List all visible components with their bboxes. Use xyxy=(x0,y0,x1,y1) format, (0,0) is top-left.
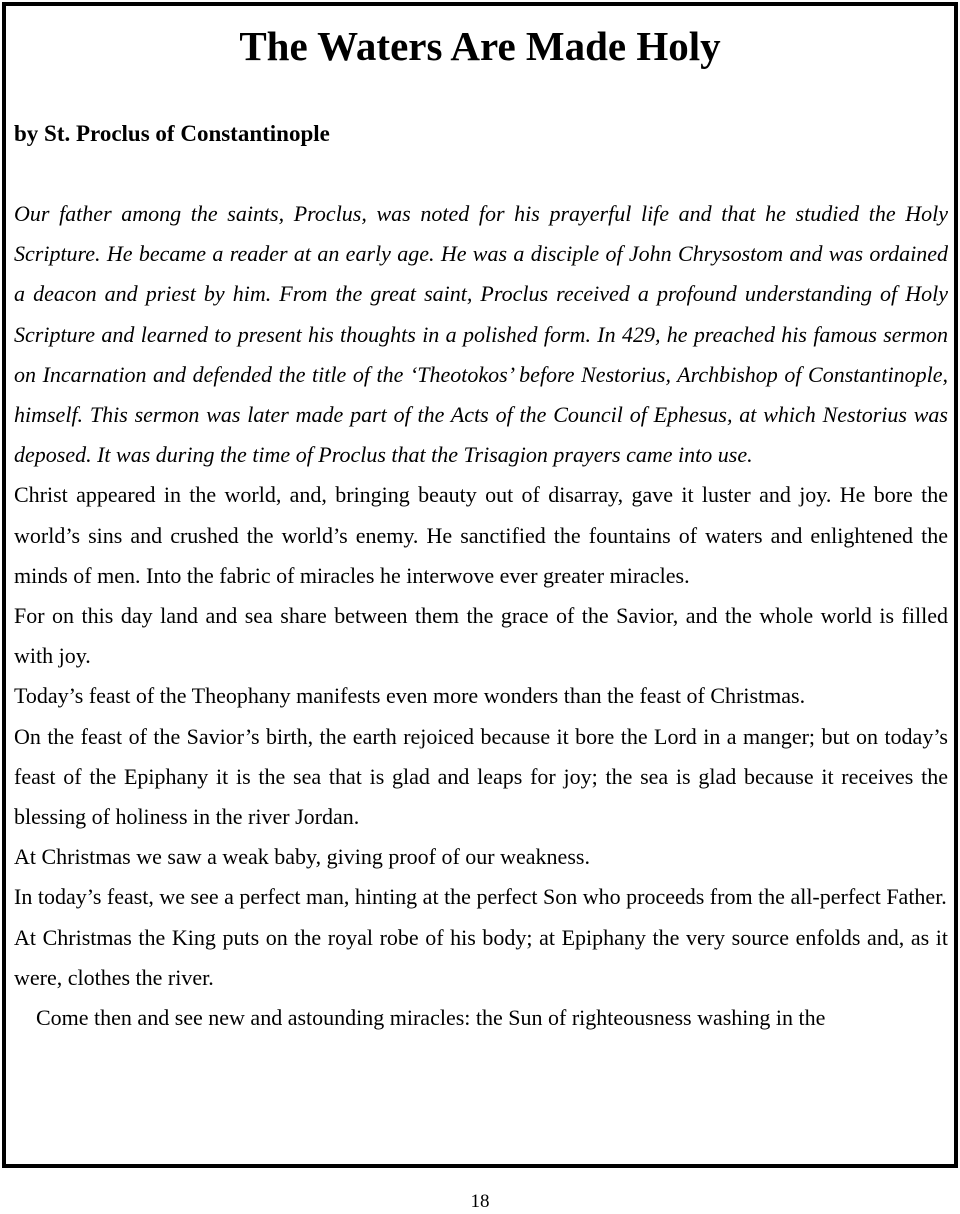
intro-paragraph: Our father among the saints, Proclus, was noted for his prayerful life and that he studied the Holy Scripture. He became a reader at an early age. He was a disciple of John Chrysostom and was ordained a deacon and priest by him. From the great saint, Proclus received a profound understanding of Holy Scripture and learned to present his thoughts in a polished form. In 429, he preached his famous sermon on Incarnation and defended the title of the ‘Theotokos’ before Nestorius, Archbishop of Constantinople, himself. This sermon was later made part of the Acts of the Council of Ephesus, at which Nestorius was deposed. It was during the time of Proclus that the Trisagion prayers came into use. xyxy=(14,201,948,468)
paragraph: Today’s feast of the Theophany manifests even more wonders than the feast of Christmas. xyxy=(14,683,806,709)
paragraph: On the feast of the Savior’s birth, the earth rejoiced because it bore the Lord in a manger; but on today’s feast of the Epiphany it is the sea that is glad and leaps for joy; the sea is glad because it receives the blessing of holiness in the river Jordan. xyxy=(14,723,948,830)
page-frame xyxy=(2,2,958,1168)
paragraph: At Christmas we saw a weak baby, giving proof of our weakness. xyxy=(14,844,590,870)
paragraph: Christ appeared in the world, and, bringing beauty out of disarray, gave it luster and joy. He bore the world’s sins and crushed the world’s enemy. He sanctified the fountains of waters and enlightened the minds of men. Into the fabric of miracles he interwove ever greater miracles. xyxy=(14,482,948,588)
byline: by St. Proclus of Constantinople xyxy=(14,121,330,146)
paragraph: At Christmas the King puts on the royal robe of his body; at Epiphany the very source enfolds and, as it were, clothes the river. xyxy=(14,924,948,990)
page-title: The Waters Are Made Holy xyxy=(239,23,721,69)
page-number: 18 xyxy=(470,1191,490,1212)
paragraph: For on this day land and sea share between them the grace of the Savior, and the whole world is filled with joy. xyxy=(14,603,948,669)
paragraph: Come then and see new and astounding miracles: the Sun of righteousness washing in the xyxy=(36,1005,826,1031)
document-body xyxy=(14,194,948,1038)
paragraph: In today’s feast, we see a perfect man, hinting at the perfect Son who proceeds from the all-perfect Father. xyxy=(14,884,947,910)
